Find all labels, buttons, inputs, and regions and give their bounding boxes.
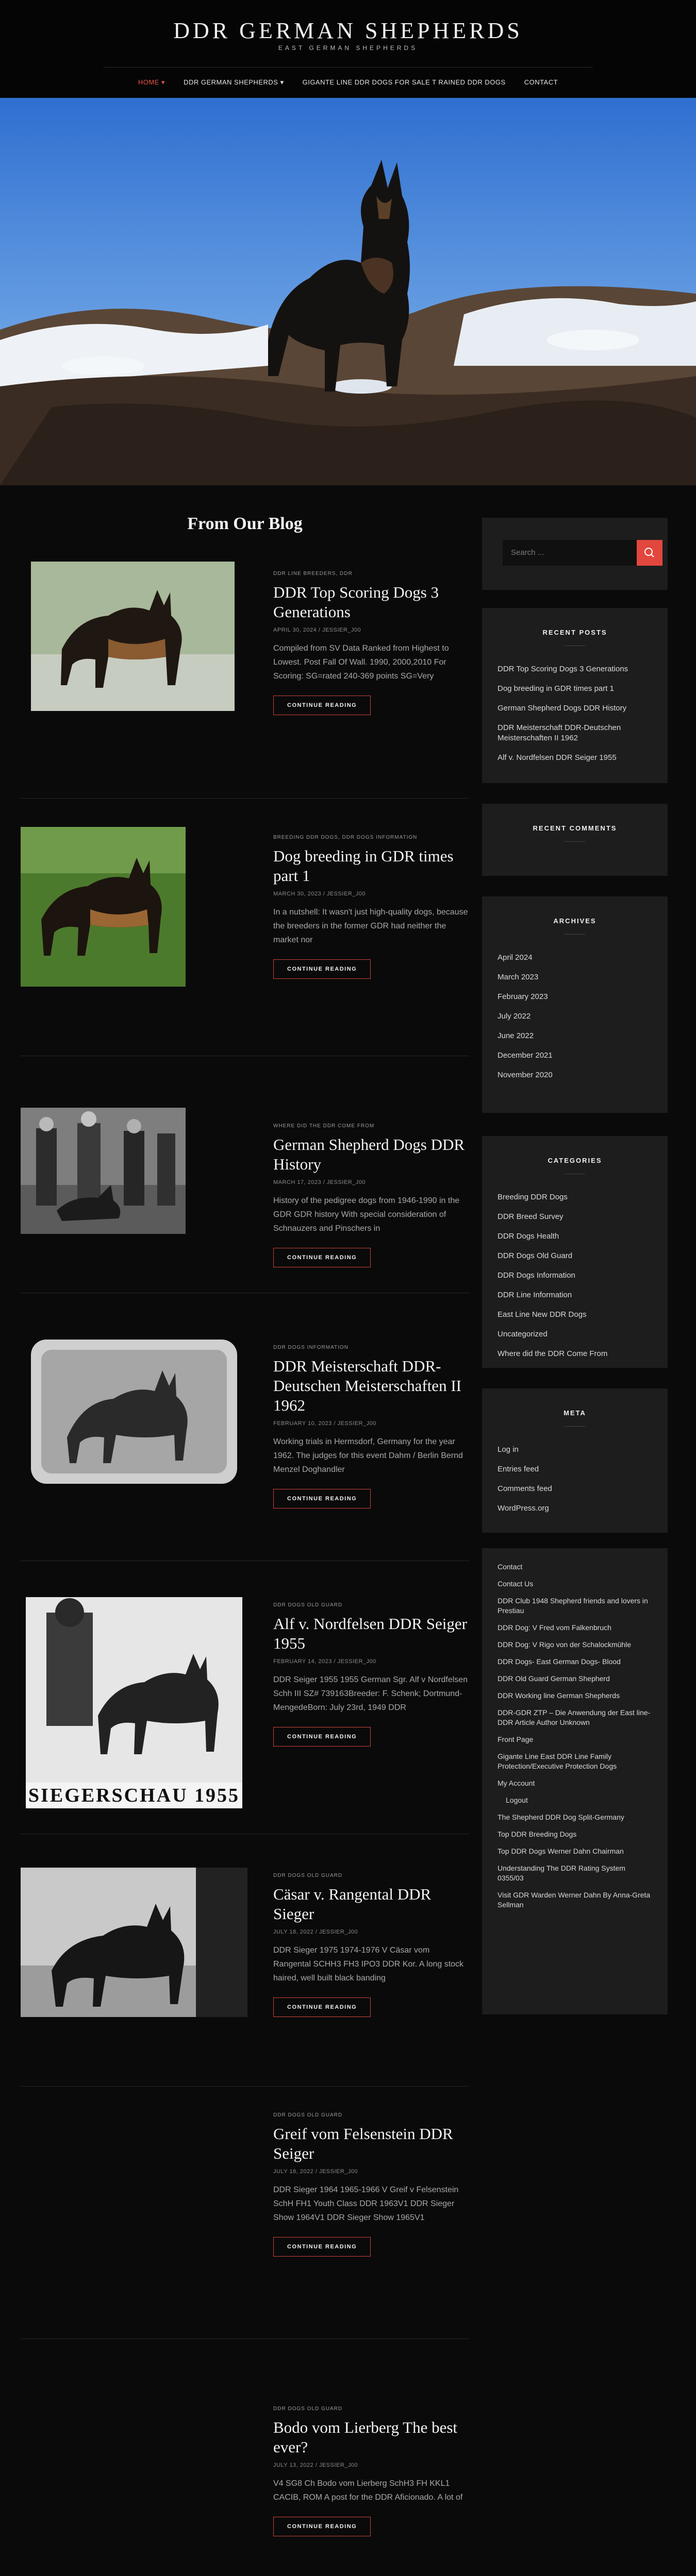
recent-comments-widget xyxy=(482,804,668,876)
archive-link[interactable]: April 2024 xyxy=(498,953,533,962)
page-link[interactable]: Logout xyxy=(506,1796,528,1804)
nav-item-label: HOME xyxy=(138,78,159,86)
nav-item-ddr-german-shepherds[interactable] xyxy=(184,78,284,87)
post-author[interactable]: JESSIER_J00 xyxy=(326,891,366,897)
post-date: JULY 13, 2022 xyxy=(273,2462,314,2468)
historic-photo-handlers xyxy=(21,1108,186,1234)
page-link[interactable]: DDR Dogs- East German Dogs- Blood xyxy=(498,1657,621,1666)
continue-reading-button[interactable]: CONTINUE READING xyxy=(273,1727,371,1747)
archive-link[interactable]: February 2023 xyxy=(498,992,548,1001)
post-meta: MARCH 30, 2023 / JESSIER_J00 xyxy=(273,891,366,897)
page-link[interactable]: Front Page xyxy=(498,1735,534,1743)
page-link[interactable]: Contact Us xyxy=(498,1580,534,1588)
nav-item-gigante-line[interactable] xyxy=(303,78,506,87)
dog-photo-grass xyxy=(21,827,186,987)
meta-list xyxy=(482,1427,668,1518)
blog-post xyxy=(21,556,469,799)
nav-item-label: CONTACT xyxy=(524,78,558,86)
post-date: MARCH 30, 2023 xyxy=(273,891,322,897)
post-meta: JULY 13, 2022 / JESSIER_J00 xyxy=(273,2462,358,2468)
recent-post-link[interactable]: Alf v. Nordfelsen DDR Seiger 1955 xyxy=(498,753,617,762)
category-link[interactable]: DDR Dogs Information xyxy=(498,1271,575,1280)
post-category[interactable]: WHERE DID THE DDR COME FROM xyxy=(273,1123,375,1129)
continue-reading-button[interactable]: CONTINUE READING xyxy=(273,1997,371,2017)
pages-widget xyxy=(482,1548,668,2014)
post-category[interactable]: BREEDING DDR DOGS, DDR DOGS INFORMATION xyxy=(273,835,418,840)
post-thumbnail[interactable] xyxy=(31,562,235,711)
recent-post-link[interactable]: DDR Top Scoring Dogs 3 Generations xyxy=(498,665,628,673)
page-link[interactable]: Visit GDR Warden Werner Dahn By Anna-Greta Sellman xyxy=(498,1891,651,1909)
post-meta: MARCH 17, 2023 / JESSIER_J00 xyxy=(273,1179,366,1185)
post-excerpt: V4 SG8 Ch Bodo vom Lierberg SchH3 FH KKL1 CACIB, ROM A post for the DDR Aficionado. A lot of xyxy=(273,2479,463,2502)
blog-heading: From Our Blog xyxy=(187,514,303,533)
widget-title: RECENT COMMENTS xyxy=(482,804,668,842)
post-category[interactable]: DDR DOGS OLD GUARD xyxy=(273,2112,343,2118)
meta-link[interactable]: Entries feed xyxy=(498,1465,539,1473)
post-category[interactable]: DDR DOGS OLD GUARD xyxy=(273,1602,343,1608)
post-title[interactable]: Greif vom Felsenstein DDR Seiger xyxy=(273,2125,453,2162)
post-excerpt: History of the pedigree dogs from 1946-1990 in the GDR GDR history With special consideration of Schnauzers and Pinschers in xyxy=(273,1196,460,1233)
post-thumbnail[interactable] xyxy=(21,827,186,987)
category-link[interactable]: Uncategorized xyxy=(498,1330,548,1338)
post-meta: JULY 18, 2022 / JESSIER_J00 xyxy=(273,2168,358,2175)
post-excerpt: DDR Sieger 1975 1974-1976 V Cäsar vom Rangental SCHH3 FH3 IPO3 DDR Kor. A long stock haired, well built black banding xyxy=(273,1946,464,1982)
post-category[interactable]: DDR DOGS INFORMATION xyxy=(273,1345,349,1350)
site-title[interactable]: DDR GERMAN SHEPHERDS xyxy=(173,18,523,43)
post-title[interactable]: Dog breeding in GDR times part 1 xyxy=(273,847,454,885)
post-author[interactable]: JESSIER_J00 xyxy=(319,1929,358,1935)
dog-photo-show xyxy=(26,1597,242,1783)
post-category[interactable]: DDR DOGS OLD GUARD xyxy=(273,2406,343,2412)
post-excerpt: DDR Sieger 1964 1965-1966 V Greif v Felsenstein SchH FH1 Youth Class DDR 1963V1 DDR Sieger Show 1964V1 DDR Sieger Show 1965V1 xyxy=(273,2185,459,2222)
archive-link[interactable]: December 2021 xyxy=(498,1051,553,1060)
widget-title: CATEGORIES xyxy=(482,1136,668,1174)
page-link[interactable]: The Shepherd DDR Dog Split-Germany xyxy=(498,1813,624,1821)
site-tagline: EAST GERMAN SHEPHERDS xyxy=(278,44,418,52)
pages-list xyxy=(482,1548,668,1913)
page-link[interactable]: DDR Club 1948 Shepherd friends and lovers in Prestiau xyxy=(498,1597,648,1615)
dog-photo-black-white xyxy=(21,1868,247,2017)
blog-post xyxy=(21,799,469,1056)
nav-item-label: GIGANTE LINE DDR DOGS FOR SALE T RAINED DDR DOGS xyxy=(302,78,506,86)
recent-posts-list xyxy=(482,646,668,768)
post-date: JULY 18, 2022 xyxy=(273,2168,314,2175)
page-link[interactable]: Top DDR Dogs Werner Dahn Chairman xyxy=(498,1847,624,1855)
main-nav xyxy=(0,78,696,87)
category-link[interactable]: DDR Dogs Health xyxy=(498,1232,559,1241)
post-thumbnail[interactable] xyxy=(26,1334,242,1489)
continue-reading-button[interactable]: CONTINUE READING xyxy=(273,1248,371,1267)
widget-title: RECENT POSTS xyxy=(482,608,668,646)
post-image-caption: SIEGERSCHAU 1955 xyxy=(26,1783,242,1808)
search-input[interactable]: Search ... xyxy=(503,540,637,566)
category-link[interactable]: Where did the DDR Come From xyxy=(498,1349,608,1358)
post-title[interactable]: Cäsar v. Rangental DDR Sieger xyxy=(273,1885,432,1923)
post-author[interactable]: JESSIER_J00 xyxy=(319,2168,358,2175)
post-meta: JULY 18, 2022 / JESSIER_J00 xyxy=(273,1929,358,1935)
category-link[interactable]: DDR Line Information xyxy=(498,1291,572,1299)
page-link[interactable]: DDR Dog: V Rigo von der Schalockmühle xyxy=(498,1640,632,1649)
recent-post-link[interactable]: German Shepherd Dogs DDR History xyxy=(498,704,627,713)
blog-post xyxy=(21,1056,469,1293)
post-title[interactable]: DDR Meisterschaft DDR-Deutschen Meisterschaften II 1962 xyxy=(273,1357,461,1414)
post-meta: FEBRUARY 14, 2023 / JESSIER_J00 xyxy=(273,1658,376,1665)
categories-list xyxy=(482,1174,668,1364)
post-author[interactable]: JESSIER_J00 xyxy=(337,1658,376,1665)
recent-post-link[interactable]: Dog breeding in GDR times part 1 xyxy=(498,684,614,693)
nav-item-contact[interactable] xyxy=(524,78,558,87)
archive-link[interactable]: June 2022 xyxy=(498,1031,534,1040)
blog-post xyxy=(21,2087,469,2339)
search-widget xyxy=(482,518,668,590)
continue-reading-button[interactable]: CONTINUE READING xyxy=(273,2517,371,2536)
post-author[interactable]: JESSIER_J00 xyxy=(326,1179,366,1185)
post-author[interactable]: JESSIER_J00 xyxy=(322,627,361,633)
post-thumbnail[interactable] xyxy=(21,1868,247,2017)
recent-post-link[interactable]: DDR Meisterschaft DDR-Deutschen Meisterschaften II 1962 xyxy=(498,723,621,742)
meta-link[interactable]: WordPress.org xyxy=(498,1504,549,1513)
dog-photo-standing xyxy=(31,562,235,711)
widget-title: META xyxy=(482,1388,668,1427)
blog-post xyxy=(21,1561,469,1834)
chevron-down-icon: ▾ xyxy=(280,78,284,86)
archive-link[interactable]: July 2022 xyxy=(498,1012,531,1021)
search-button[interactable] xyxy=(637,540,662,566)
post-excerpt: Compiled from SV Data Ranked from Highest to Lowest. Post Fall Of Wall. 1990, 2000,2010 For Scoring: SG=rated 240-369 points SG=Very xyxy=(273,644,449,681)
continue-reading-button[interactable]: CONTINUE READING xyxy=(273,959,371,979)
category-link[interactable]: Breeding DDR Dogs xyxy=(498,1193,568,1201)
post-title[interactable]: Bodo vom Lierberg The best ever? xyxy=(273,2418,458,2456)
continue-reading-button[interactable]: CONTINUE READING xyxy=(273,2237,371,2257)
page-link[interactable]: DDR Dog: V Fred vom Falkenbruch xyxy=(498,1623,611,1632)
archive-link[interactable]: November 2020 xyxy=(498,1071,553,1079)
blog-post xyxy=(21,1293,469,1561)
meta-widget xyxy=(482,1388,668,1533)
nav-item-home[interactable] xyxy=(138,78,165,87)
post-category[interactable]: DDR DOGS OLD GUARD xyxy=(273,1873,343,1878)
post-date: JULY 18, 2022 xyxy=(273,1929,314,1935)
post-title[interactable]: Alf v. Nordfelsen DDR Seiger 1955 xyxy=(273,1615,467,1652)
post-title[interactable]: German Shepherd Dogs DDR History xyxy=(273,1136,465,1173)
archives-widget xyxy=(482,896,668,1113)
page-link[interactable]: DDR-GDR ZTP – Die Anwendung der East line-DDR Article Author Unknown xyxy=(498,1708,651,1726)
post-title[interactable]: DDR Top Scoring Dogs 3 Generations xyxy=(273,583,439,621)
post-date: FEBRUARY 10, 2023 xyxy=(273,1420,332,1427)
blog-post xyxy=(21,2339,469,2576)
post-thumbnail[interactable] xyxy=(26,1597,242,1808)
post-date: MARCH 17, 2023 xyxy=(273,1179,322,1185)
post-meta: APRIL 30, 2024 / JESSIER_J00 xyxy=(273,627,361,633)
dog-photo-vintage xyxy=(26,1334,242,1489)
post-excerpt: DDR Seiger 1955 1955 German Sgr. Alf v Nordfelsen Schh III SZ# 739163Breeder: F. Schenk; Dortmund-MengedeBorn: July 23rd, 1949 DDR xyxy=(273,1675,468,1712)
post-excerpt: Working trials in Hermsdorf, Germany for the year 1962. The judges for this event Dahm / Berlin Bernd Menzel Doghandler xyxy=(273,1437,463,1474)
category-link[interactable]: DDR Breed Survey xyxy=(498,1212,564,1221)
search-icon xyxy=(637,540,662,566)
archive-link[interactable]: March 2023 xyxy=(498,973,539,981)
blog-post xyxy=(21,1834,469,2087)
post-author[interactable]: JESSIER_J00 xyxy=(319,2462,358,2468)
page-link[interactable]: My Account xyxy=(498,1779,535,1787)
hero-image xyxy=(0,98,696,485)
continue-reading-button[interactable]: CONTINUE READING xyxy=(273,1489,371,1509)
post-author[interactable]: JESSIER_J00 xyxy=(337,1420,376,1427)
category-link[interactable]: East Line New DDR Dogs xyxy=(498,1310,587,1319)
post-meta: FEBRUARY 10, 2023 / JESSIER_J00 xyxy=(273,1420,376,1427)
post-excerpt: In a nutshell: It wasn't just high-quality dogs, because the breeders in the former GDR had neither the market nor xyxy=(273,908,468,944)
post-date: FEBRUARY 14, 2023 xyxy=(273,1658,332,1665)
page-link[interactable]: DDR Old Guard German Shepherd xyxy=(498,1674,610,1683)
archives-list xyxy=(482,935,668,1085)
post-category[interactable]: DDR LINE BREEDERS, DDR xyxy=(273,571,353,577)
hero-dog-photo xyxy=(0,98,696,485)
page-link[interactable]: DDR Working line German Shepherds xyxy=(498,1691,620,1700)
chevron-down-icon: ▾ xyxy=(161,78,165,86)
post-thumbnail[interactable] xyxy=(21,1108,186,1234)
category-link[interactable]: DDR Dogs Old Guard xyxy=(498,1251,573,1260)
page-link[interactable]: Understanding The DDR Rating System 0355/03 xyxy=(498,1864,625,1882)
page-link[interactable]: Top DDR Breeding Dogs xyxy=(498,1830,577,1838)
page-link[interactable]: Contact xyxy=(498,1563,523,1571)
post-date: APRIL 30, 2024 xyxy=(273,627,317,633)
meta-link[interactable]: Log in xyxy=(498,1445,519,1454)
site-header xyxy=(0,0,696,98)
widget-title: ARCHIVES xyxy=(482,896,668,935)
page-link[interactable]: Gigante Line East DDR Line Family Protection/Executive Protection Dogs xyxy=(498,1752,617,1770)
categories-widget xyxy=(482,1136,668,1368)
nav-item-label: DDR GERMAN SHEPHERDS xyxy=(184,78,278,86)
recent-posts-widget xyxy=(482,608,668,783)
continue-reading-button[interactable]: CONTINUE READING xyxy=(273,696,371,715)
meta-link[interactable]: Comments feed xyxy=(498,1484,552,1493)
